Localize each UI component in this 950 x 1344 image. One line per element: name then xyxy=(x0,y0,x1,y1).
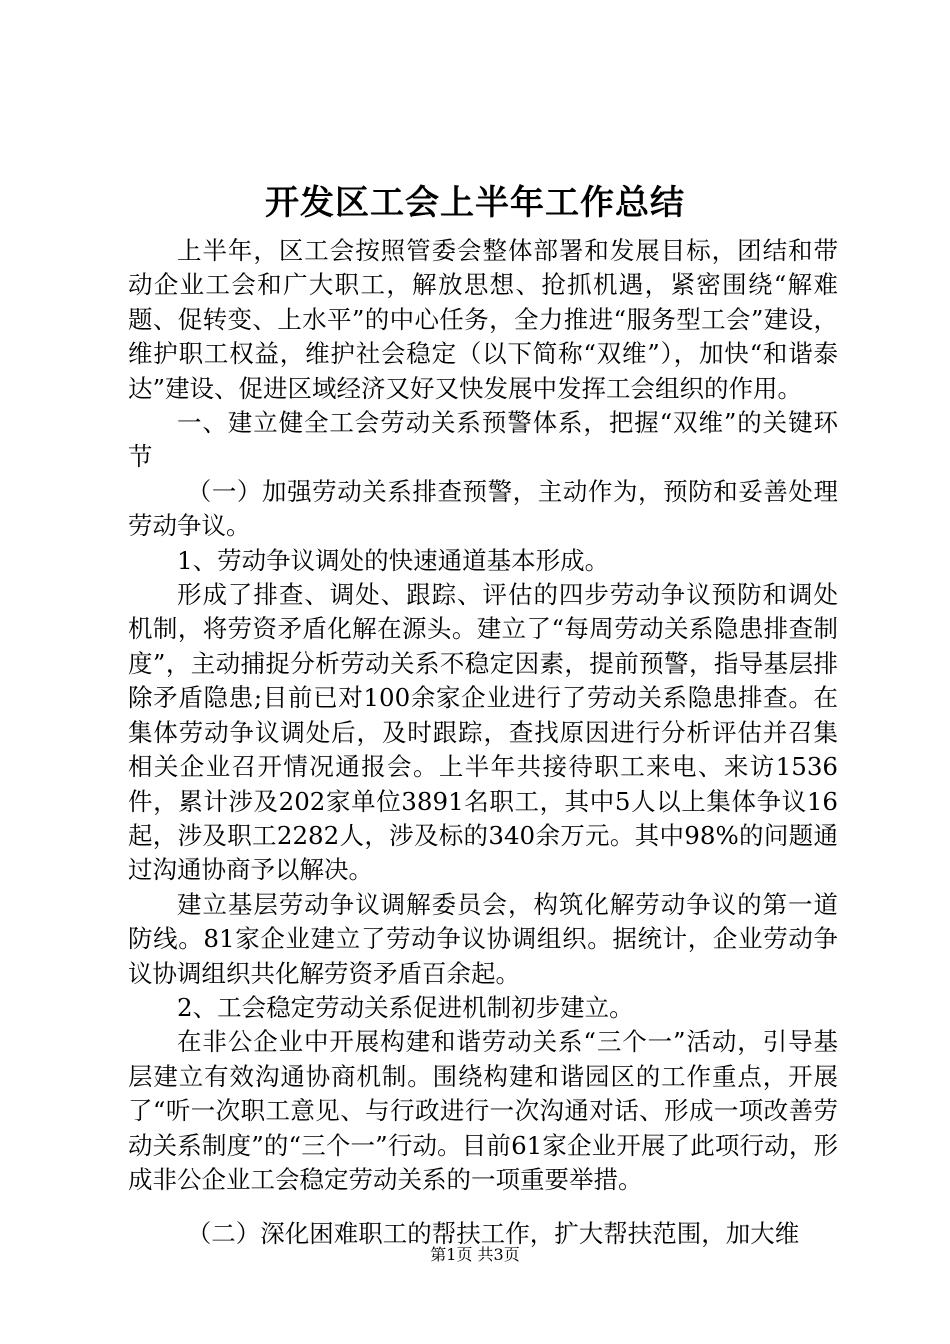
body-paragraph: 在非公企业中开展构建和谐劳动关系“三个一”活动，引导基层建立有效沟通协商机制。围绕构建和谐园区的工作重点，开展了“听一次职工意见、与行政进行一次沟通对话、形成一项改善劳动关系制度”的“三个一”行动。目前61家企业开展了此项行动，形成非公企业工会稳定劳动关系的一项重要举措。 xyxy=(128,1027,838,1194)
intro-paragraph: 上半年，区工会按照管委会整体部署和发展目标，团结和带动企业工会和广大职工，解放思想、抢抓机遇，紧密围绕“解难题、促转变、上水平”的中心任务，全力推进“服务型工会”建设，维护职工权益，维护社会稳定（以下简称“双维”），加快“和谐泰达”建设、促进区域经济又好又快发展中发挥工会组织的作用。 xyxy=(128,236,838,403)
section-heading-1: 一、建立健全工会劳动关系预警体系，把握“双维”的关键环节 xyxy=(128,408,838,472)
body-paragraph: 形成了排查、调处、跟踪、评估的四步劳动争议预防和调处机制，将劳资矛盾化解在源头。建立了“每周劳动关系隐患排查制度”，主动捕捉分析劳动关系不稳定因素，提前预警，指导基层排除矛盾隐患;目前已对100余家企业进行了劳动关系隐患排查。在集体劳动争议调处后，及时跟踪，查找原因进行分析评估并召集相关企业召开情况通报会。上半年共接待职工来电、来访1536件，累计涉及202家单位3891名职工，其中5人以上集体争议16起，涉及职工2282人，涉及标的340余万元。其中98%的问题通过沟通协商予以解决。 xyxy=(128,580,838,885)
item-heading-2: 2、工会稳定劳动关系促进机制初步建立。 xyxy=(177,992,634,1022)
body-paragraph: 建立基层劳动争议调解委员会，构筑化解劳动争议的第一道防线。81家企业建立了劳动争议协调组织。据统计，企业劳动争议协调组织共化解劳资矛盾百余起。 xyxy=(128,889,838,988)
document-title: 开发区工会上半年工作总结 xyxy=(265,183,685,223)
document-body xyxy=(128,234,838,1252)
item-heading-1: 1、劳动争议调处的快速通道基本形成。 xyxy=(177,545,610,575)
subsection-heading-2: （二）深化困难职工的帮扶工作，扩大帮扶范围，加大维 xyxy=(186,1219,800,1249)
subsection-heading-1: （一）加强劳动关系排查预警，主动作为，预防和妥善处理劳动争议。 xyxy=(128,476,838,541)
page-footer: 第1页 共3页 xyxy=(430,1245,520,1264)
